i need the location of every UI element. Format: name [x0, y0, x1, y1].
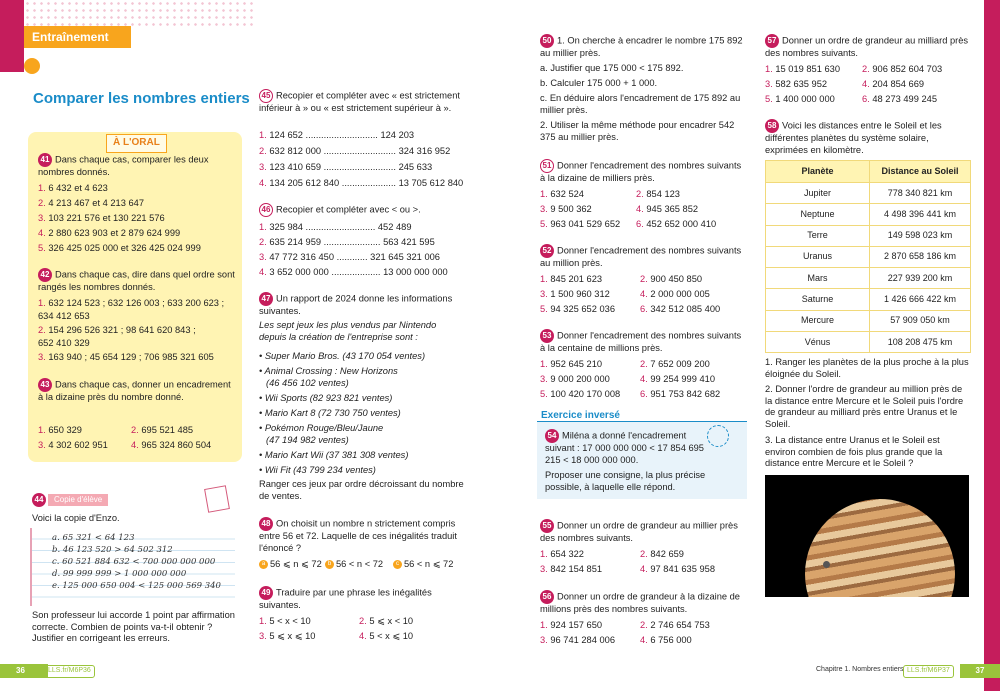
- exercise-statement: Miléna a donné l'encadrement suivant : 17 000 000 000 < 17 854 695 215 < 18 000 000 000.: [545, 430, 704, 465]
- exercise-54-task: Proposer une consigne, la plus précise possible, à laquelle elle répond.: [545, 470, 706, 492]
- exercise-number: 54: [545, 429, 559, 443]
- option-b: b 56 < n < 72: [325, 559, 383, 571]
- exercise-statement: Voici les distances entre le Soleil et les différentes planètes du système solaire, exprimées en kilomètre.: [765, 120, 942, 155]
- exercise-51: [540, 159, 745, 185]
- exercise-number: 41: [38, 153, 52, 167]
- exercise-46-item: 2. 635 214 959 ...................... 563 421 595: [259, 237, 435, 247]
- inverse-exercise-title: Exercice inversé: [541, 410, 620, 421]
- exercise-number: 42: [38, 268, 52, 282]
- exercise-55-item: 1. 654 322: [540, 549, 584, 559]
- left-edge-band: [0, 0, 24, 72]
- exercise-42-item: 1. 632 124 523 ; 632 126 003 ; 633 200 623 ;: [38, 298, 225, 308]
- exercise-number: 53: [540, 329, 554, 343]
- exercise-statement: Recopier et compléter avec « est strictement inférieur à » ou « est strictement supérieur à ».: [259, 90, 460, 113]
- exercise-number: 56: [540, 590, 554, 604]
- exercise-52-item: 5. 94 325 652 036: [540, 304, 615, 314]
- exercise-55-item: 3. 842 154 851: [540, 564, 603, 574]
- exercise-53-item: 1. 952 645 210: [540, 359, 603, 369]
- exercise-52-item: 6. 342 512 085 400: [640, 304, 721, 314]
- oral-label: À L'ORAL: [106, 134, 167, 153]
- exercise-number: 52: [540, 244, 554, 258]
- exercise-50-a: a. Justifier que 175 000 < 175 892.: [540, 63, 684, 73]
- exercise-51-item: 5. 963 041 529 652: [540, 219, 621, 229]
- chapter-label: Chapitre 1. Nombres entiers: [816, 666, 904, 673]
- exercise-41-item: 2. 4 213 467 et 4 213 647: [38, 198, 144, 208]
- exercise-50: [540, 34, 748, 60]
- table-header: Planète: [766, 161, 870, 183]
- option-a: a 56 ⩽ n ⩽ 72: [259, 559, 322, 571]
- exercise-57-item: 2. 906 852 604 703: [862, 64, 943, 74]
- exercise-55-item: 4. 97 841 635 958: [640, 564, 715, 574]
- exercise-45-item: 4. 134 205 612 840 ..................... 13 705 612 840: [259, 178, 464, 188]
- exercise-58-q3: 3. La distance entre Uranus et le Soleil est environ combien de fois plus grande que la distance entre Mercure et le Soleil ?: [765, 435, 943, 469]
- exercise-number: 58: [765, 119, 779, 133]
- exercise-statement: 1. On cherche à encadrer le nombre 175 892 au millier près.: [540, 35, 743, 58]
- exercise-58-q1: 1. Ranger les planètes de la plus proche à la plus éloignée du Soleil.: [765, 357, 969, 379]
- exercise-statement: Donner un ordre de grandeur au milliard près des nombres suivants.: [765, 35, 969, 58]
- game-item: • Animal Crossing : New Horizons: [259, 366, 398, 376]
- table-row: Terre 149 598 023 km: [766, 225, 971, 246]
- exercise-55: [540, 519, 745, 545]
- exercise-number: 48: [259, 517, 273, 531]
- exercise-46: [259, 203, 421, 217]
- exercise-53-item: 4. 99 254 999 410: [640, 374, 715, 384]
- game-item: • Mario Kart 8 (72 730 750 ventes): [259, 408, 401, 418]
- exercise-statement: On choisit un nombre n strictement compris entre 56 et 72. Laquelle de ces inégalités traduit l'énoncé ?: [259, 518, 457, 553]
- exercise-41-item: 4. 2 880 623 903 et 2 879 624 999: [38, 228, 181, 238]
- moon-image: [823, 561, 830, 568]
- exercise-56: [540, 590, 745, 616]
- exercise-44-statement: Son professeur lui accorde 1 point par affirmation correcte. Combien de points va-t-il obtenir ? Justifier en corrigeant les erreurs.: [32, 610, 235, 644]
- exercise-statement: Recopier et compléter avec < ou >.: [276, 204, 421, 215]
- exercise-52-item: 1. 845 201 623: [540, 274, 603, 284]
- exercise-43-item: 3. 4 302 602 951: [38, 440, 108, 450]
- exercise-46-item: 1. 325 984 ........................... 452 489: [259, 222, 412, 232]
- table-row: Jupiter 778 340 821 km: [766, 183, 971, 204]
- exercise-49-item: 4. 5 < x ⩽ 10: [359, 631, 414, 641]
- exercise-57: [765, 34, 970, 60]
- exercise-41: [38, 153, 236, 179]
- student-copy-tag: Copie d'élève: [48, 494, 108, 506]
- table-row: Mercure 57 909 050 km: [766, 310, 971, 331]
- exercise-statement: Dans chaque cas, dire dans quel ordre sont rangés les nombres donnés.: [38, 269, 235, 292]
- table-row: Uranus 2 870 658 186 km: [766, 246, 971, 267]
- exercise-51-item: 1. 632 524: [540, 189, 584, 199]
- game-item: • Wii Fit (43 799 234 ventes): [259, 465, 376, 475]
- exercise-41-item: 1. 6 432 et 4 623: [38, 183, 108, 193]
- exercise-45-item: 2. 632 812 000 ............................ 324 316 952: [259, 146, 451, 156]
- exercise-49-item: 1. 5 < x < 10: [259, 616, 311, 626]
- exercise-statement: Un rapport de 2024 donne les informations suivantes.: [259, 293, 453, 316]
- exercise-56-item: 2. 2 746 654 753: [640, 620, 710, 630]
- jupiter-planet-image: [805, 499, 955, 597]
- exercise-49: [259, 586, 459, 612]
- exercise-50-b: b. Calculer 175 000 + 1 000.: [540, 78, 658, 88]
- exercise-57-item: 3. 582 635 952: [765, 79, 828, 89]
- game-item: • Wii Sports (82 923 821 ventes): [259, 393, 393, 403]
- exercise-57-item: 4. 204 854 669: [862, 79, 925, 89]
- orange-dot-icon: [24, 58, 40, 74]
- exercise-statement: Donner un ordre de grandeur à la dizaine de millions près des nombres suivants.: [540, 591, 740, 614]
- game-item: • Mario Kart Wii (37 381 308 ventes): [259, 450, 409, 460]
- exercise-58-q2: 2. Donner l'ordre de grandeur au million près de la distance entre Mercure et le Soleil puis l'ordre de grandeur au milliard près entre Uranus et le Soleil.: [765, 384, 964, 429]
- exercise-number: 43: [38, 378, 52, 392]
- exercise-number: 55: [540, 519, 554, 533]
- exercise-47: [259, 292, 459, 318]
- exercise-43-item: 4. 965 324 860 504: [131, 440, 212, 450]
- exercise-45-item: 1. 124 652 ............................ 124 203: [259, 130, 415, 140]
- copy-line: b. 46 123 520 > 64 502 312: [52, 545, 173, 555]
- exercise-46-item: 3. 47 772 316 450 ............ 321 645 321 006: [259, 252, 440, 262]
- exercise-56-item: 3. 96 741 284 006: [540, 635, 615, 645]
- exercise-42-item-cont: 652 410 329: [38, 338, 90, 348]
- cycle-arrows-icon: [707, 425, 729, 447]
- exercise-49-item: 3. 5 ⩽ x ⩽ 10: [259, 631, 316, 641]
- game-item: • Pokémon Rouge/Bleu/Jaune: [259, 423, 384, 433]
- planet-distance-table: [765, 160, 971, 353]
- page-link-right[interactable]: LLS.fr/M6P37: [903, 665, 954, 678]
- page-number-right: 37: [960, 664, 1000, 678]
- oral-box: [28, 132, 242, 462]
- exercise-43-item: 1. 650 329: [38, 425, 82, 435]
- exercise-53-item: 6. 951 753 842 682: [640, 389, 721, 399]
- game-item-cont: (47 194 982 ventes): [266, 435, 349, 445]
- exercise-42-item-cont: 634 412 653: [38, 311, 90, 321]
- exercise-number: 49: [259, 586, 273, 600]
- table-row: Neptune 4 498 396 441 km: [766, 204, 971, 225]
- table-row: Saturne 1 426 666 422 km: [766, 289, 971, 310]
- copy-line: e. 125 000 650 004 < 125 000 569 340: [52, 581, 221, 591]
- exercise-44-number: 44: [32, 493, 49, 507]
- page-title: Comparer les nombres entiers: [33, 90, 250, 107]
- exercise-statement: Donner l'encadrement des nombres suivants au million près.: [540, 245, 742, 268]
- exercise-57-item: 5. 1 400 000 000: [765, 94, 835, 104]
- exercise-statement: Donner l'encadrement des nombres suivants à la dizaine de milliers près.: [540, 160, 742, 183]
- exercise-number: 57: [765, 34, 779, 48]
- exercise-49-item: 2. 5 ⩽ x < 10: [359, 616, 414, 626]
- page-number-left: 36: [0, 664, 48, 678]
- copy-line: a. 65 321 < 64 123: [52, 533, 135, 543]
- table-header: Distance au Soleil: [870, 161, 971, 183]
- exercise-52-item: 4. 2 000 000 005: [640, 289, 710, 299]
- exercise-56-item: 1. 924 157 650: [540, 620, 603, 630]
- exercise-statement: Dans chaque cas, donner un encadrement à la dizaine près du nombre donné.: [38, 379, 231, 402]
- option-c: c 56 < n ⩽ 72: [393, 559, 453, 571]
- exercise-53-item: 2. 7 652 009 200: [640, 359, 710, 369]
- table-row: Vénus 108 208 475 km: [766, 332, 971, 353]
- section-tab: Entraînement: [24, 26, 131, 48]
- page-link-left[interactable]: LLS.fr/M6P36: [44, 665, 95, 678]
- exercise-42-item: 3. 163 940 ; 45 654 129 ; 706 985 321 605: [38, 352, 214, 362]
- exercise-52-item: 2. 900 450 850: [640, 274, 703, 284]
- exercise-58: [765, 119, 971, 156]
- exercise-47-task: Ranger ces jeux par ordre décroissant du nombre de ventes.: [259, 479, 464, 501]
- exercise-54: [545, 429, 705, 466]
- exercise-42: [38, 268, 236, 294]
- exercise-statement: Donner l'encadrement des nombres suivants à la centaine de millions près.: [540, 330, 742, 353]
- exercise-number: 51: [540, 159, 554, 173]
- jupiter-photo: [765, 475, 969, 597]
- game-item-cont: (46 456 102 ventes): [266, 378, 349, 388]
- exercise-42-item: 2. 154 296 526 321 ; 98 641 620 843 ;: [38, 325, 196, 335]
- exercise-44-intro: Voici la copie d'Enzo.: [32, 513, 120, 523]
- copy-line: d. 99 999 999 > 1 000 000 000: [52, 569, 187, 579]
- exercise-56-item: 4. 6 756 000: [640, 635, 692, 645]
- exercise-51-item: 2. 854 123: [636, 189, 680, 199]
- exercise-41-item: 5. 326 425 025 000 et 326 425 024 999: [38, 243, 201, 253]
- exercise-52-item: 3. 1 500 960 312: [540, 289, 610, 299]
- exercise-57-item: 1. 15 019 851 630: [765, 64, 840, 74]
- exercise-53: [540, 329, 745, 355]
- exercise-52: [540, 244, 745, 270]
- exercise-43-item: 2. 695 521 485: [131, 425, 194, 435]
- copy-line: c. 60 521 884 632 < 700 000 000 000: [52, 557, 216, 567]
- exercise-number: 45: [259, 89, 273, 103]
- exercise-53-item: 5. 100 420 170 008: [540, 389, 621, 399]
- exercise-46-item: 4. 3 652 000 000 ................... 13 000 000 000: [259, 267, 448, 277]
- exercise-51-item: 6. 452 652 000 410: [636, 219, 717, 229]
- exercise-53-item: 3. 9 000 200 000: [540, 374, 610, 384]
- table-row: Mars 227 939 200 km: [766, 268, 971, 289]
- exercise-55-item: 2. 842 659: [640, 549, 684, 559]
- exercise-number: 50: [540, 34, 554, 48]
- paper-icon: [204, 485, 230, 512]
- exercise-50-c: c. En déduire alors l'encadrement de 175 892 au millier près.: [540, 93, 741, 115]
- exercise-51-item: 3. 9 500 362: [540, 204, 592, 214]
- exercise-43: [38, 378, 236, 404]
- exercise-47-quote: Les sept jeux les plus vendus par Nintendo depuis la création de l'entreprise sont :: [259, 320, 437, 342]
- exercise-number: 46: [259, 203, 273, 217]
- exercise-statement: Donner un ordre de grandeur au millier près des nombres suivants.: [540, 520, 738, 543]
- game-item: • Super Mario Bros. (43 170 054 ventes): [259, 351, 426, 361]
- exercise-48: [259, 517, 464, 554]
- exercise-statement: Traduire par une phrase les inégalités suivantes.: [259, 587, 432, 610]
- exercise-57-item: 6. 48 273 499 245: [862, 94, 937, 104]
- exercise-number: 47: [259, 292, 273, 306]
- exercise-51-item: 4. 945 365 852: [636, 204, 699, 214]
- exercise-50-part2: 2. Utiliser la même méthode pour encadrer 542 375 au millier près.: [540, 120, 735, 142]
- exercise-45: [259, 89, 464, 115]
- right-edge-band: [984, 0, 1000, 691]
- exercise-45-item: 3. 123 410 659 ............................ 245 633: [259, 162, 433, 172]
- exercise-statement: Dans chaque cas, comparer les deux nombres donnés.: [38, 154, 209, 177]
- exercise-41-item: 3. 103 221 576 et 130 221 576: [38, 213, 165, 223]
